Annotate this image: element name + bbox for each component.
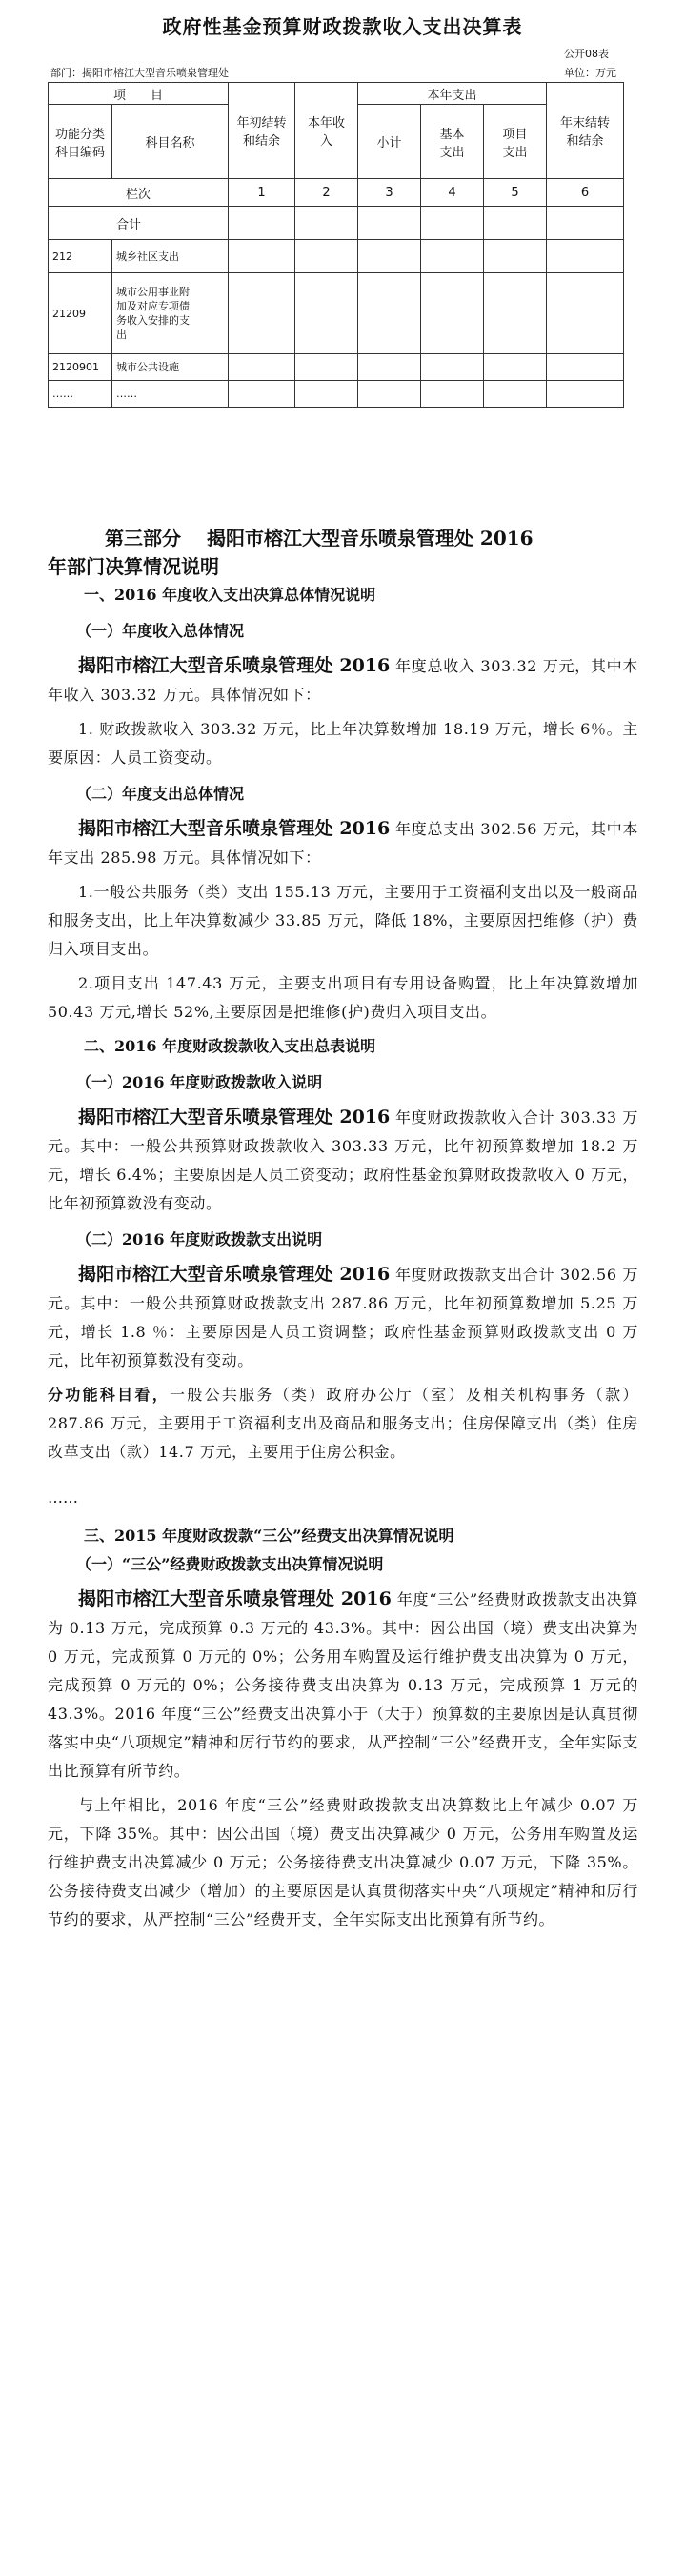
part-title xyxy=(48,524,638,581)
subsection-heading: （二）年度支出总体情况 xyxy=(76,785,245,803)
part-title-line2: 年部门决算情况说明 xyxy=(48,555,219,578)
header-basic: 基本支出 xyxy=(421,105,484,179)
subsection-heading: （一）2016 年度财政拨款收入说明 xyxy=(76,1073,323,1091)
row-code: 212 xyxy=(49,240,112,273)
subsection-heading: （二）2016 年度财政拨款支出说明 xyxy=(76,1230,323,1248)
table-row xyxy=(49,240,624,273)
header-subtotal: 小计 xyxy=(358,105,421,179)
row-name: …… xyxy=(112,381,229,408)
paragraph: 1.一般公共服务（类）支出 155.13 万元，主要用于工资福利支出以及一般商品和服务支出，比上年决算数减少 33.85 万元，降低 18%，主要原因把维修（护）费归入项目支出。 xyxy=(48,883,638,958)
total-label: 合计 xyxy=(49,207,229,240)
paragraph: 分功能科目看，一般公共服务（类）政府办公厅（室）及相关机构事务（款）287.86 万元，主要用于工资福利支出及商品和服务支出；住房保障支出（类）住房改革支出（款）14.7 万元，主要用于住房公积金。 xyxy=(48,1386,639,1461)
index-col: 1 xyxy=(229,179,295,207)
row-code: 21209 xyxy=(49,273,112,354)
table-row xyxy=(49,354,624,381)
table-row xyxy=(49,381,624,408)
report-body xyxy=(48,524,638,1934)
paragraph: 2.项目支出 147.43 万元，主要支出项目有专用设备购置，比上年决算数增加 50.43 万元,增长 52%,主要原因是把维修(护)费归入项目支出。 xyxy=(48,974,638,1021)
row-name: 城市公共设施 xyxy=(112,354,229,381)
index-col: 4 xyxy=(421,179,484,207)
paragraph: 揭阳市榕江大型音乐喷泉管理处 2016 年度“三公”经费财政拨款支出决算为 0.13 万元，完成预算 0.3 万元的 43.3%。其中：因公出国（境）费支出决算为 0 万元，完成预算 0 万元的 0%；公务用车购置及运行维护费支出决算为 0 万元，完成预算 0 万元的 0%；公务接待费支出决算为 0.13 万元，完成预算 1 万元的 43.3%。2016 年度“三公”经费支出决算小于（大于）预算数的主要原因是认真贯彻落实中央“八项规定”精神和厉行节约的要求，从严控制“三公”经费开支，全年实际支出比预算有所节约。 xyxy=(48,1588,638,1780)
header-project: 项 目 xyxy=(49,83,229,105)
unit-label: 单位：万元 xyxy=(564,67,616,79)
fund-budget-table xyxy=(48,82,624,408)
header-end-balance: 年末结转和结余 xyxy=(547,83,624,179)
subsection-heading: （一）年度收入总体情况 xyxy=(76,622,245,640)
header-project-expense: 项目支出 xyxy=(484,105,547,179)
section-heading: 一、2016 年度收入支出决算总体情况说明 xyxy=(84,586,376,604)
header-begin-balance: 年初结转和结余 xyxy=(229,83,295,179)
paragraph: 揭阳市榕江大型音乐喷泉管理处 2016 年度总收入 303.32 万元，其中本年收入 303.32 万元。具体情况如下： xyxy=(48,655,639,704)
header-code: 功能分类科目编码 xyxy=(49,105,112,179)
section-heading: 三、2015 年度财政拨款“三公”经费支出决算情况说明 xyxy=(84,1527,454,1545)
header-expense-group: 本年支出 xyxy=(358,83,547,105)
paragraph: 与上年相比，2016 年度“三公”经费财政拨款支出决算数比上年减少 0.07 万元，下降 35%。其中：因公出国（境）费支出决算减少 0 万元，公务用车购置及运行维护费支出决算减少 0 万元；公务接待费支出决算减少 0.07 万元，下降 35%。公务接待费支出减少（增加）的主要原因是认真贯彻落实中央“八项规定”精神和厉行节约的要求，从严控制“三公”经费开支，全年实际支出比预算有所节约。 xyxy=(48,1796,638,1928)
header-income: 本年收入 xyxy=(295,83,358,179)
form-number: 公开08表 xyxy=(564,48,609,60)
total-row xyxy=(49,207,624,240)
paragraph: 1. 财政拨款收入 303.32 万元，比上年决算数增加 18.19 万元，增长 6％。主要原因：人员工资变动。 xyxy=(48,720,638,767)
index-col: 3 xyxy=(358,179,421,207)
department-label: 部门：揭阳市榕江大型音乐喷泉管理处 xyxy=(50,67,229,79)
paragraph: 揭阳市榕江大型音乐喷泉管理处 2016 年度财政拨款收入合计 303.33 万元。其中：一般公共预算财政拨款收入 303.33 万元，比年初预算数增加 18.2 万元，增长 6.4%；主要原因是人员工资变动；政府性基金预算财政拨款收入 0 万元，比年初预算数没有变动。 xyxy=(48,1107,639,1212)
index-label: 栏次 xyxy=(49,179,229,207)
section-heading: 二、2016 年度财政拨款收入支出总表说明 xyxy=(84,1037,376,1055)
header-name: 科目名称 xyxy=(112,105,229,179)
ellipsis: …… xyxy=(48,1488,78,1507)
paragraph: 揭阳市榕江大型音乐喷泉管理处 2016 年度财政拨款支出合计 302.56 万元。其中：一般公共预算财政拨款支出 287.86 万元，比年初预算数增加 5.25 万元，增长 1.8 ％：主要原因是人员工资调整；政府性基金预算财政拨款支出 0 万元，比年初预算数没有变动。 xyxy=(48,1264,639,1369)
index-col: 5 xyxy=(484,179,547,207)
part-title-line1: 第三部分 揭阳市榕江大型音乐喷泉管理处 2016 xyxy=(105,527,534,549)
index-col: 6 xyxy=(547,179,624,207)
table-title: 政府性基金预算财政拨款收入支出决算表 xyxy=(162,15,523,38)
index-col: 2 xyxy=(295,179,358,207)
table-row xyxy=(49,273,624,354)
subsection-heading: （一）“三公”经费财政拨款支出决算情况说明 xyxy=(76,1555,384,1573)
row-name: 城市公用事业附加及对应专项债务收入安排的支出 xyxy=(112,273,229,354)
row-name: 城乡社区支出 xyxy=(112,240,229,273)
paragraph: 揭阳市榕江大型音乐喷泉管理处 2016 年度总支出 302.56 万元，其中本年支出 285.98 万元。具体情况如下： xyxy=(48,818,639,867)
row-code: 2120901 xyxy=(49,354,112,381)
row-code: …… xyxy=(49,381,112,408)
